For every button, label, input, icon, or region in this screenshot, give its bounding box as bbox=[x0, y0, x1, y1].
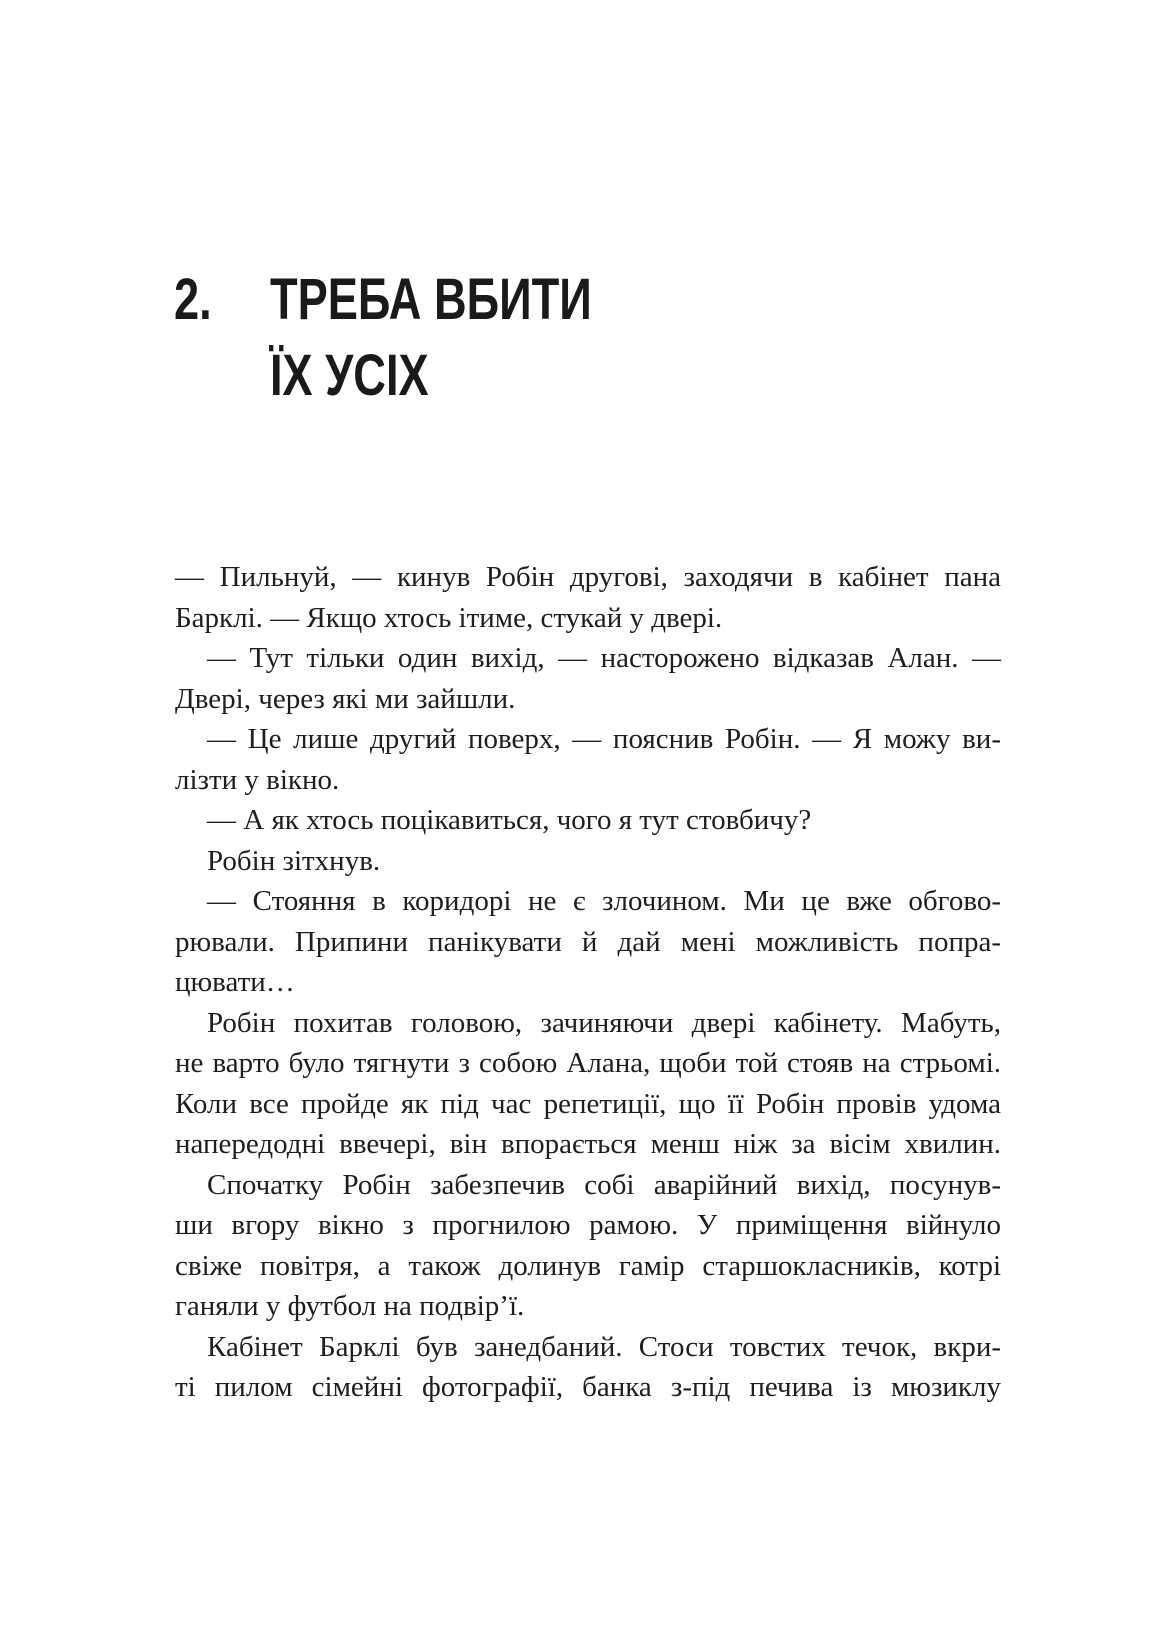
chapter-title bbox=[270, 262, 592, 414]
text-line: Спочатку Робін забезпечив собі аварійний вихід, посунув- bbox=[207, 1168, 1001, 1201]
text-line: Кабінет Барклі був занедбаний. Стоси товстих течок, вкри- bbox=[207, 1330, 1001, 1363]
paragraph bbox=[175, 1327, 1001, 1408]
text-line: ганяли у футбол на подвір’ї. bbox=[175, 1290, 525, 1322]
paragraph bbox=[175, 638, 1001, 719]
text-line: — Це лише другий поверх, — пояснив Робін. — Я можу ви- bbox=[207, 723, 1001, 755]
text-line: напередодні ввечері, він впорається менш ніж за вісім хвилин. bbox=[175, 1128, 1001, 1160]
text-line: цювати… bbox=[175, 966, 295, 998]
paragraph bbox=[175, 881, 1001, 1003]
text-line: Коли все пройде як під час репетиції, що її Робін провів удома bbox=[175, 1087, 1001, 1120]
text-line: рювали. Припини панікувати й дай мені можливість попра- bbox=[175, 925, 1001, 958]
text-line: — Стояння в коридорі не є злочином. Ми це вже обгово- bbox=[207, 885, 1001, 917]
paragraph bbox=[175, 719, 1001, 800]
text-line: лізти у вікно. bbox=[175, 763, 340, 796]
paragraph bbox=[175, 800, 1001, 841]
text-line: не варто було тягнути з собою Алана, щоби той стояв на стрьомі. bbox=[175, 1047, 1001, 1079]
paragraph bbox=[175, 841, 1001, 882]
paragraph bbox=[175, 1003, 1001, 1165]
text-line: — А як хтось поцікавиться, чого я тут стовбичу? bbox=[207, 804, 812, 836]
text-line: Двері, через які ми зайшли. bbox=[175, 682, 516, 715]
text-line: свіже повітря, а також долинув гамір старшокласників, котрі bbox=[175, 1249, 1001, 1282]
chapter-title-line-1: ТРЕБА ВБИТИ bbox=[269, 267, 592, 332]
text-line: — Пильнуй, — кинув Робін другові, заходячи в кабінет пана bbox=[175, 561, 1001, 593]
text-line: ті пилом сімейні фотографії, банка з-під печива із мюзиклу bbox=[175, 1371, 1001, 1403]
chapter-title-line-2: ЇХ УСІХ bbox=[269, 343, 429, 408]
text-line: Робін похитав головою, зачиняючи двері кабінету. Мабуть, bbox=[207, 1006, 1001, 1039]
text-line: Робін зітхнув. bbox=[207, 844, 381, 877]
text-line: Барклі. — Якщо хтось ітиме, стукай у двері. bbox=[175, 601, 723, 634]
paragraph bbox=[175, 557, 1001, 638]
text-line: ши вгору вікно з прогнилою рамою. У приміщення війнуло bbox=[175, 1209, 1001, 1241]
paragraph bbox=[175, 1165, 1001, 1327]
body-text bbox=[175, 557, 1001, 1408]
text-line: — Тут тільки один вихід, — насторожено відказав Алан. — bbox=[207, 642, 1001, 674]
chapter-number: 2. bbox=[174, 267, 212, 332]
